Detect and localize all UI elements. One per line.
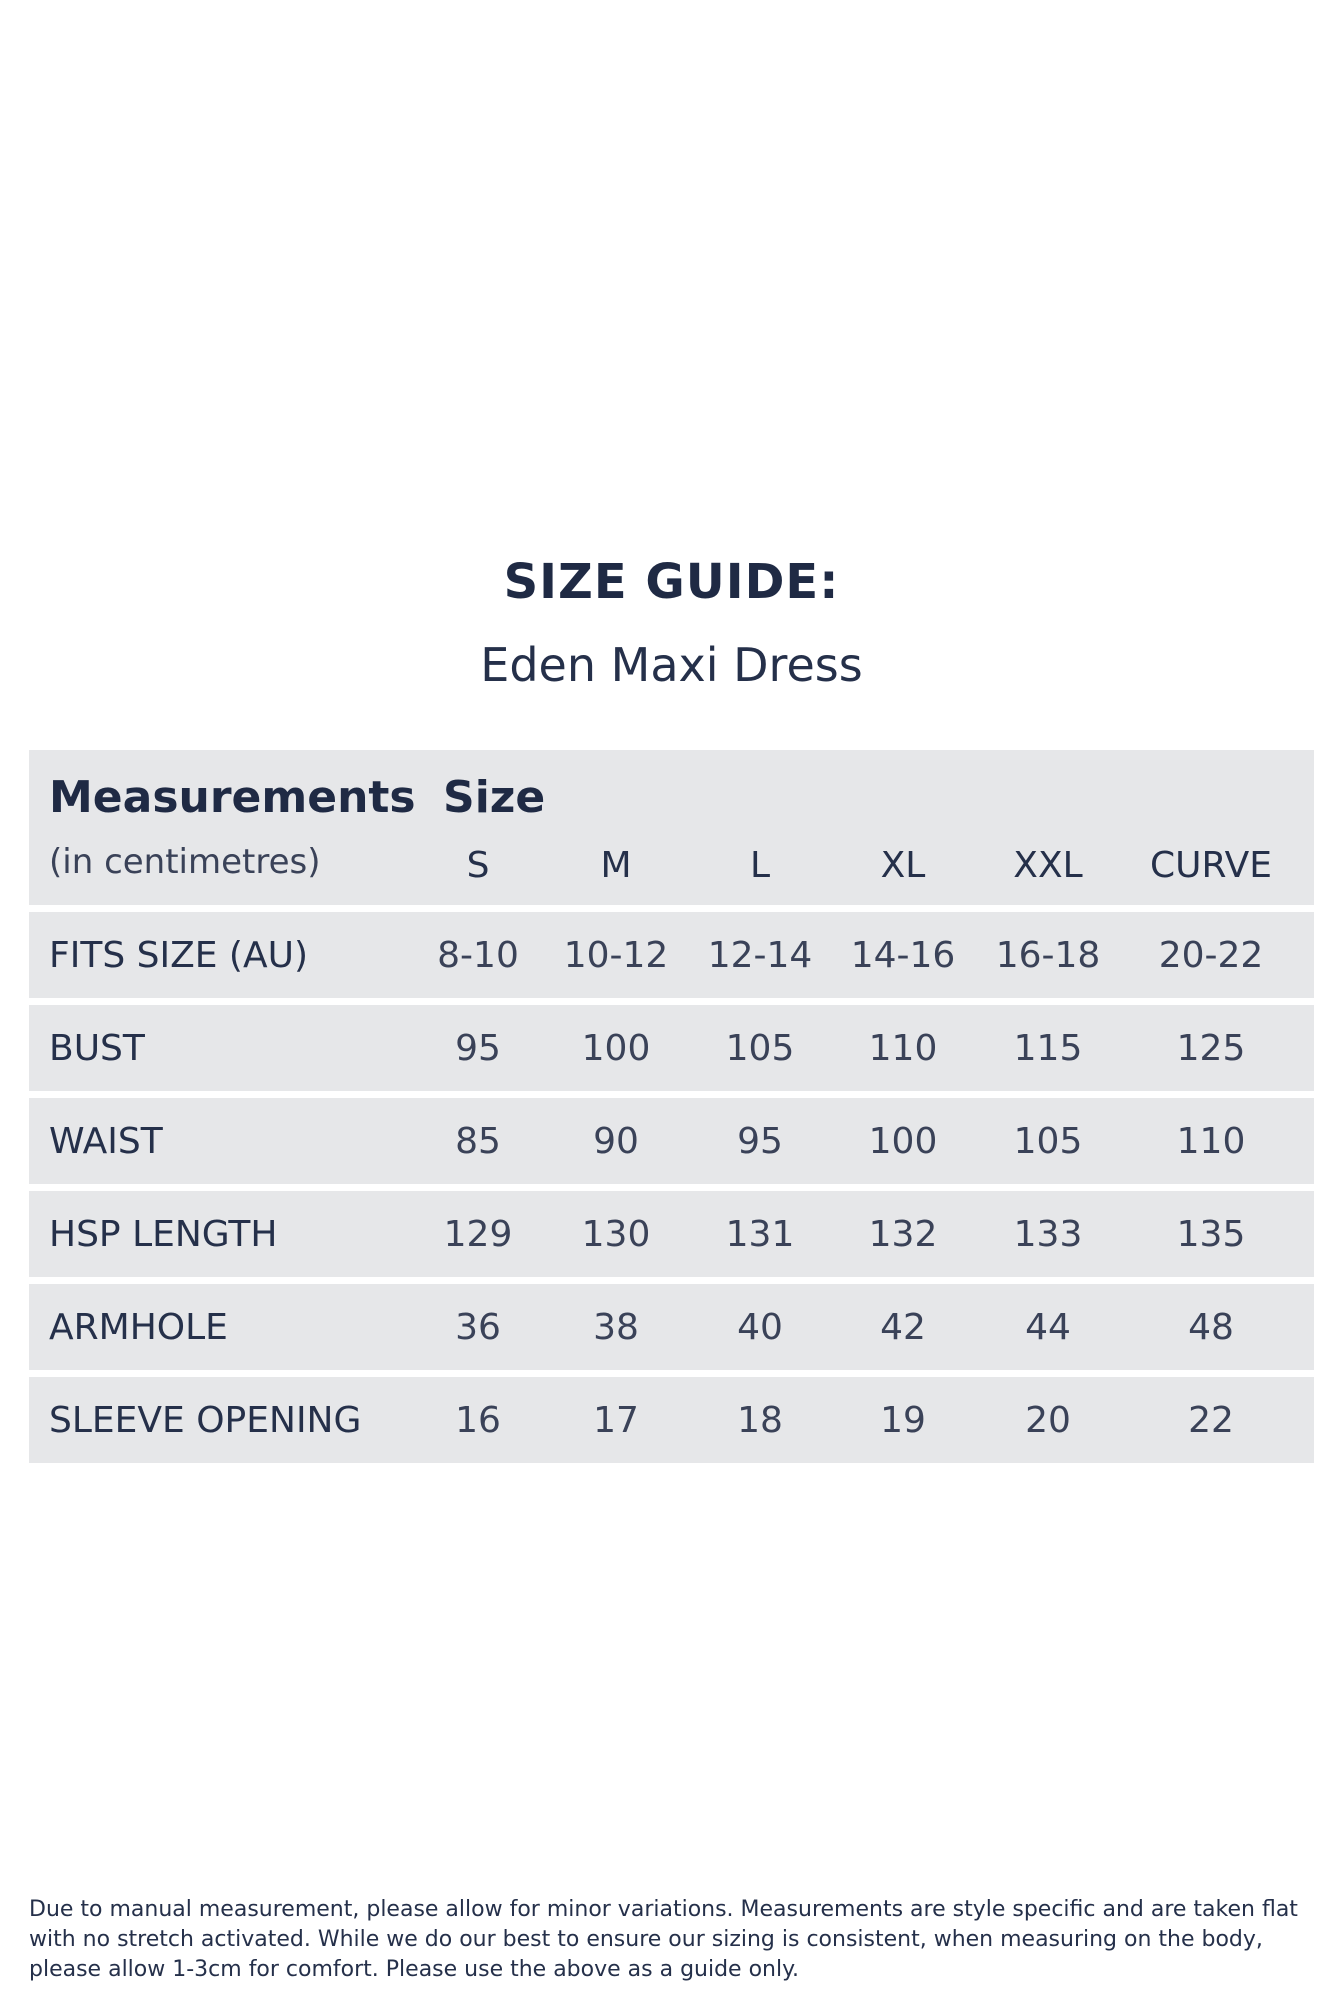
table-row-hsp-length bbox=[29, 1191, 1314, 1277]
row-label: SLEEVE OPENING bbox=[49, 1399, 362, 1441]
row-label: BUST bbox=[49, 1027, 145, 1069]
table-cell: 20 bbox=[1025, 1399, 1071, 1441]
table-cell: 135 bbox=[1176, 1213, 1246, 1255]
table-cell: 132 bbox=[868, 1213, 938, 1255]
table-cell: 129 bbox=[443, 1213, 513, 1255]
page-title: SIZE GUIDE: bbox=[503, 554, 840, 610]
table-cell: 10-12 bbox=[563, 934, 669, 976]
table-cell: 105 bbox=[725, 1027, 795, 1069]
table-row-bust bbox=[29, 1005, 1314, 1091]
disclaimer-note: Due to manual measurement, please allow for minor variations. Measurements are style specific and are taken flat with no stretch activated. While we do our best to ensure our sizing is consistent, when measuring on the body, please allow 1-3cm for comfort. Please use the above as a guide only. bbox=[29, 1897, 1298, 1982]
table-cell: 105 bbox=[1013, 1120, 1083, 1162]
table-row-sleeve-opening bbox=[29, 1377, 1314, 1463]
table-cell: 44 bbox=[1025, 1306, 1071, 1348]
table-header-row bbox=[29, 750, 1314, 905]
table-cell: 95 bbox=[455, 1027, 501, 1069]
table-cell: 14-16 bbox=[850, 934, 956, 976]
table-cell: 22 bbox=[1188, 1399, 1234, 1441]
table-row-armhole bbox=[29, 1284, 1314, 1370]
measurements-unit: (in centimetres) bbox=[49, 842, 321, 882]
measurements-header: Measurements bbox=[49, 772, 416, 823]
size-column-m: M bbox=[600, 844, 632, 886]
table-cell: 19 bbox=[880, 1399, 926, 1441]
size-header: Size bbox=[443, 772, 546, 823]
row-label: WAIST bbox=[49, 1120, 163, 1162]
size-column-s: S bbox=[466, 844, 490, 886]
table-cell: 40 bbox=[737, 1306, 783, 1348]
row-label: ARMHOLE bbox=[49, 1306, 228, 1348]
table-cell: 125 bbox=[1176, 1027, 1246, 1069]
table-cell: 133 bbox=[1013, 1213, 1083, 1255]
size-column-xl: XL bbox=[880, 844, 926, 886]
table-cell: 95 bbox=[737, 1120, 783, 1162]
size-column-xxl: XXL bbox=[1013, 844, 1083, 886]
table-cell: 36 bbox=[455, 1306, 501, 1348]
table-cell: 42 bbox=[880, 1306, 926, 1348]
table-cell: 16 bbox=[455, 1399, 501, 1441]
table-cell: 100 bbox=[581, 1027, 651, 1069]
table-cell: 17 bbox=[593, 1399, 639, 1441]
table-cell: 48 bbox=[1188, 1306, 1234, 1348]
row-label: HSP LENGTH bbox=[49, 1213, 278, 1255]
table-cell: 20-22 bbox=[1158, 934, 1264, 976]
table-row-waist bbox=[29, 1098, 1314, 1184]
table-cell: 38 bbox=[593, 1306, 639, 1348]
table-cell: 131 bbox=[725, 1213, 795, 1255]
table-cell: 115 bbox=[1013, 1027, 1083, 1069]
table-cell: 110 bbox=[1176, 1120, 1246, 1162]
table-cell: 8-10 bbox=[437, 934, 519, 976]
row-label: FITS SIZE (AU) bbox=[49, 934, 308, 976]
table-row-fits-size bbox=[29, 912, 1314, 998]
size-column-l: L bbox=[749, 844, 771, 886]
table-cell: 130 bbox=[581, 1213, 651, 1255]
size-table bbox=[29, 750, 1314, 1470]
table-cell: 110 bbox=[868, 1027, 938, 1069]
table-cell: 12-14 bbox=[707, 934, 813, 976]
table-cell: 85 bbox=[455, 1120, 501, 1162]
table-cell: 18 bbox=[737, 1399, 783, 1441]
table-cell: 90 bbox=[593, 1120, 639, 1162]
size-column-curve: CURVE bbox=[1150, 844, 1272, 886]
product-name: Eden Maxi Dress bbox=[480, 638, 863, 692]
table-cell: 100 bbox=[868, 1120, 938, 1162]
table-cell: 16-18 bbox=[995, 934, 1101, 976]
